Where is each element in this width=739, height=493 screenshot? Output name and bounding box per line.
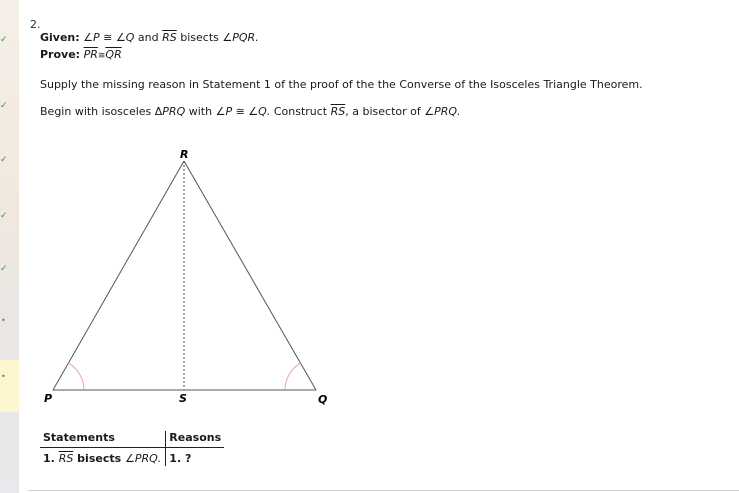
statement-segment: $\overline{RS}$	[58, 452, 74, 465]
given-angle-q: ∠Q	[115, 31, 135, 44]
reasons-header: Reasons	[169, 431, 222, 444]
begin-text-3: Construct	[273, 105, 328, 118]
prove-segment-qr: $\overline{QR}$	[105, 48, 122, 61]
given-label: Given:	[40, 31, 80, 44]
triangle-diagram	[40, 140, 340, 412]
question-number: 2.	[30, 18, 41, 31]
left-margin-strip	[0, 0, 19, 493]
point-label-s: S	[179, 392, 187, 405]
vertex-label-q: Q	[318, 393, 328, 406]
prove-segment-pr: $\overline{PR}$	[83, 48, 98, 61]
check-icon: ✓	[0, 101, 8, 111]
side-rq	[184, 161, 316, 390]
current-question-highlight[interactable]	[0, 360, 19, 412]
vertex-label-r: R	[180, 148, 189, 161]
check-icon: ✓	[0, 155, 8, 165]
statement-text: bisects	[77, 452, 122, 465]
statement-number: 1.	[43, 452, 55, 465]
begin-segment-rs: $\overline{RS}$	[330, 105, 346, 118]
angle-arc-q	[285, 363, 301, 390]
given-line	[40, 31, 259, 44]
begin-angle-prq: ∠PRQ.	[424, 105, 461, 118]
given-angle-p: ∠P	[83, 31, 100, 44]
begin-triangle: PRQ	[162, 105, 186, 118]
proof-header-row	[40, 431, 224, 448]
prove-congruent: ≅	[97, 51, 106, 61]
table-row	[40, 448, 224, 467]
partial-marker-icon: •	[1, 316, 6, 325]
reason-cell[interactable]: 1. ?	[166, 448, 224, 467]
begin-text-1: Begin with isosceles Δ	[40, 105, 163, 118]
check-icon: ✓	[0, 264, 8, 274]
given-congruent: ≅	[103, 31, 113, 44]
given-bisects: bisects	[180, 31, 219, 44]
angle-arc-p	[68, 363, 84, 390]
begin-angle-p: ∠P	[215, 105, 233, 118]
given-angle-pqr: ∠PQR.	[222, 31, 259, 44]
instruction-text: Supply the missing reason in Statement 1 of the proof of the the Converse of the Isosceles Triangle Theorem.	[40, 78, 643, 91]
proof-table	[40, 431, 224, 466]
begin-line	[40, 105, 461, 118]
begin-angle-q: ∠Q.	[248, 105, 271, 118]
check-icon: ✓	[0, 211, 8, 221]
current-marker-icon: •	[1, 372, 6, 381]
check-icon: ✓	[0, 35, 8, 45]
prove-line	[40, 48, 122, 61]
vertex-label-p: P	[44, 392, 53, 405]
statement-angle: ∠PRQ.	[125, 452, 162, 465]
prove-label: Prove:	[40, 48, 81, 61]
side-pr	[53, 161, 184, 390]
statement-cell	[40, 448, 166, 467]
begin-text-4: , a bisector of	[345, 105, 421, 118]
bottom-divider	[28, 490, 739, 491]
given-segment-rs: $\overline{RS}$	[162, 31, 177, 44]
given-and: and	[137, 31, 159, 44]
begin-text-2: with	[188, 105, 213, 118]
statements-header: Statements	[40, 431, 166, 448]
begin-congruent: ≅	[235, 105, 245, 118]
